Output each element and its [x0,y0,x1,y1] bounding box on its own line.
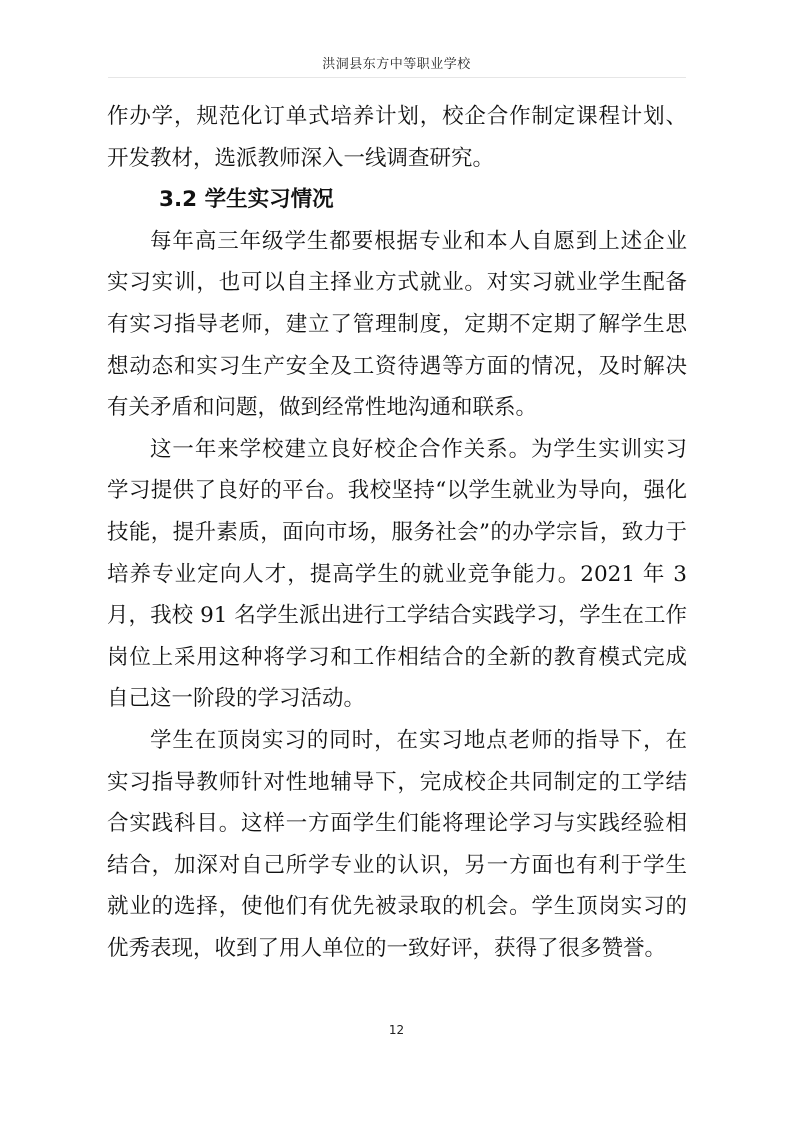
page-number: 12 [388,1023,405,1037]
paragraph-internship-arrangement: 每年高三年级学生都要根据专业和本人自愿到上述企业实习实训，也可以自主择业方式就业。对实习就业学生配备有实习指导老师，建立了管理制度，定期不定期了解学生思想动态和实习生产安全及工资待遇等方面的情况，及时解决有关矛盾和问题，做到经常性地沟通和联系。 [107,228,687,421]
paragraph-school-enterprise-cooperation: 这一年来学校建立良好校企合作关系。为学生实训实习学习提供了良好的平台。我校坚持“以学生就业为导向，强化技能，提升素质，面向市场，服务社会”的办学宗旨，致力于培养专业定向人才，提高学生的就业竞争能力。2021 年 3 月，我校 91 名学生派出进行工学结合实践学习，学生在工作岗位上采用这种将学习和工作相结合的全新的教育模式完成自己这一阶段的学习活动。 [107,436,687,712]
header-divider [108,77,686,78]
paragraph-internship-outcomes: 学生在顶岗实习的同时，在实习地点老师的指导下，在实习指导教师针对性地辅导下，完成校企共同制定的工学结合实践科目。这样一方面学生们能将理论学习与实践经验相结合，加深对自己所学专业的认识，另一方面也有利于学生就业的选择，使他们有优先被录取的机会。学生顶岗实习的优秀表现，收到了用人单位的一致好评，获得了很多赞誉。 [107,727,687,961]
section-heading: 3.2 学生实习情况 [159,187,334,213]
continuation-paragraph: 作办学，规范化订单式培养计划，校企合作制定课程计划、开发教材，选派教师深入一线调查研究。 [107,104,687,171]
document-body [107,96,687,969]
page-header: 洪洞县东方中等职业学校 [322,57,471,72]
